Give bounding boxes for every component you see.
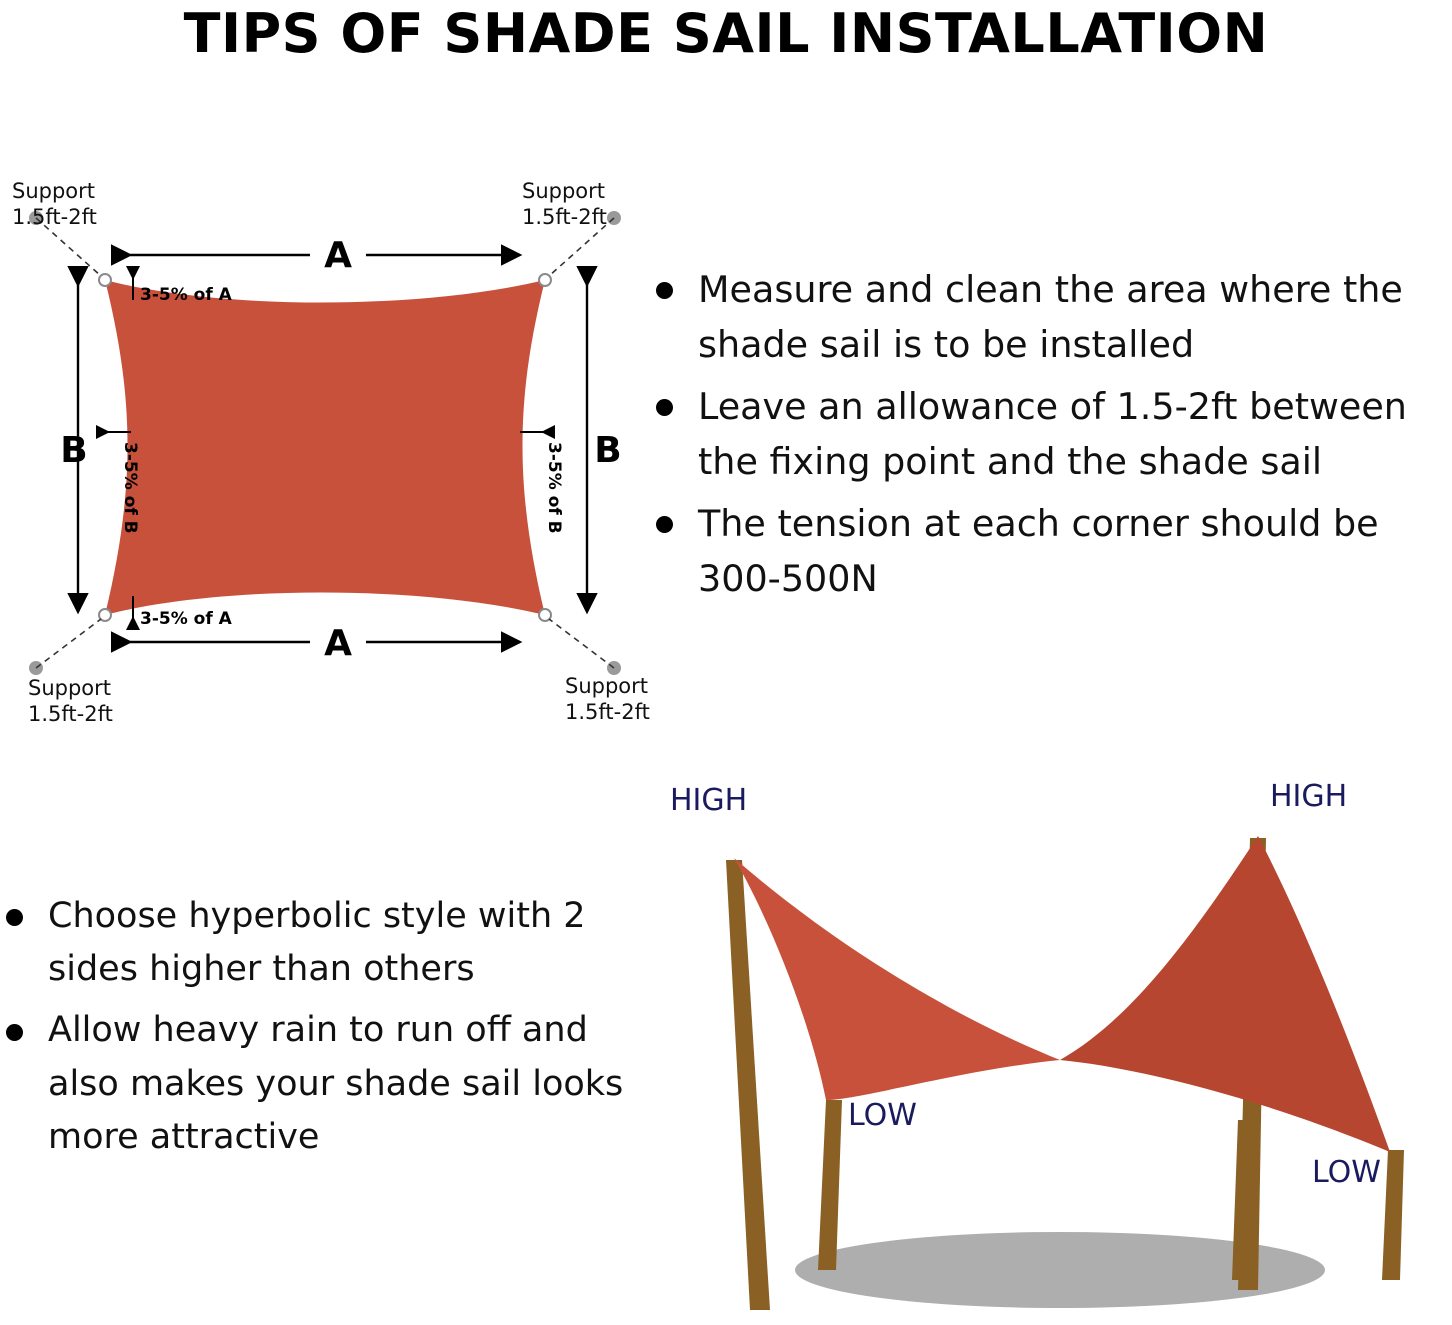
support-bottom-left-line1: Support bbox=[28, 676, 112, 700]
bullet-dot-icon bbox=[656, 282, 673, 299]
list-item bbox=[0, 890, 630, 996]
bullet-dot-icon bbox=[6, 1024, 23, 1041]
grommet-top-left bbox=[99, 274, 111, 286]
support-bottom-left-line2: 1.5ft-2ft bbox=[28, 702, 113, 726]
installation-tips-list-bottom bbox=[0, 890, 630, 1172]
dimension-label-top-a: A bbox=[324, 235, 352, 276]
sail-shape bbox=[105, 280, 545, 615]
list-item-text: The tension at each corner should be 300-500N bbox=[698, 501, 1379, 601]
list-item-text: Choose hyperbolic style with 2 sides higher than others bbox=[48, 896, 586, 990]
support-top-right-line1: Support bbox=[522, 179, 606, 203]
label-low-left: LOW bbox=[848, 1098, 917, 1133]
curve-label-top: 3-5% of A bbox=[140, 285, 232, 305]
curve-label-bottom: 3-5% of A bbox=[140, 609, 232, 629]
grommet-top-right bbox=[539, 274, 551, 286]
post-high-left bbox=[726, 860, 770, 1310]
post-low-right-front bbox=[1382, 1150, 1404, 1280]
support-bottom-right-line1: Support bbox=[565, 674, 649, 698]
sail-left-lobe bbox=[734, 858, 1060, 1100]
dimension-label-left-b: B bbox=[60, 430, 88, 471]
list-item bbox=[650, 496, 1450, 607]
curve-label-left: 3-5% of B bbox=[120, 442, 140, 534]
bullet-dot-icon bbox=[656, 516, 673, 533]
support-top-left-line2: 1.5ft-2ft bbox=[12, 205, 97, 229]
list-item bbox=[650, 262, 1450, 373]
support-top-left-line1: Support bbox=[12, 179, 96, 203]
list-item bbox=[650, 379, 1450, 490]
list-item-text: Measure and clean the area where the shade sail is to be installed bbox=[698, 268, 1403, 367]
dimension-label-right-b: B bbox=[594, 430, 622, 471]
hyperbolic-sail-diagram bbox=[630, 770, 1452, 1325]
label-high-right: HIGH bbox=[1270, 779, 1348, 814]
dimension-label-bottom-a: A bbox=[324, 623, 352, 664]
curve-label-right: 3-5% of B bbox=[544, 442, 564, 534]
list-item-text: Leave an allowance of 1.5-2ft between the fixing point and the shade sail bbox=[698, 384, 1407, 484]
support-top-right-line2: 1.5ft-2ft bbox=[522, 205, 607, 229]
list-item-text: Allow heavy rain to run off and also makes your shade sail looks more attractive bbox=[48, 1010, 624, 1157]
installation-tips-list-top bbox=[650, 262, 1450, 613]
label-low-right: LOW bbox=[1312, 1155, 1381, 1190]
bullet-dot-icon bbox=[656, 399, 673, 416]
bullet-dot-icon bbox=[6, 909, 23, 926]
support-bottom-right-line2: 1.5ft-2ft bbox=[565, 700, 650, 724]
label-high-left: HIGH bbox=[670, 783, 748, 818]
page-title: TIPS OF SHADE SAIL INSTALLATION bbox=[183, 2, 1269, 65]
list-item bbox=[0, 1004, 630, 1164]
rectangular-sail-diagram bbox=[0, 150, 660, 740]
